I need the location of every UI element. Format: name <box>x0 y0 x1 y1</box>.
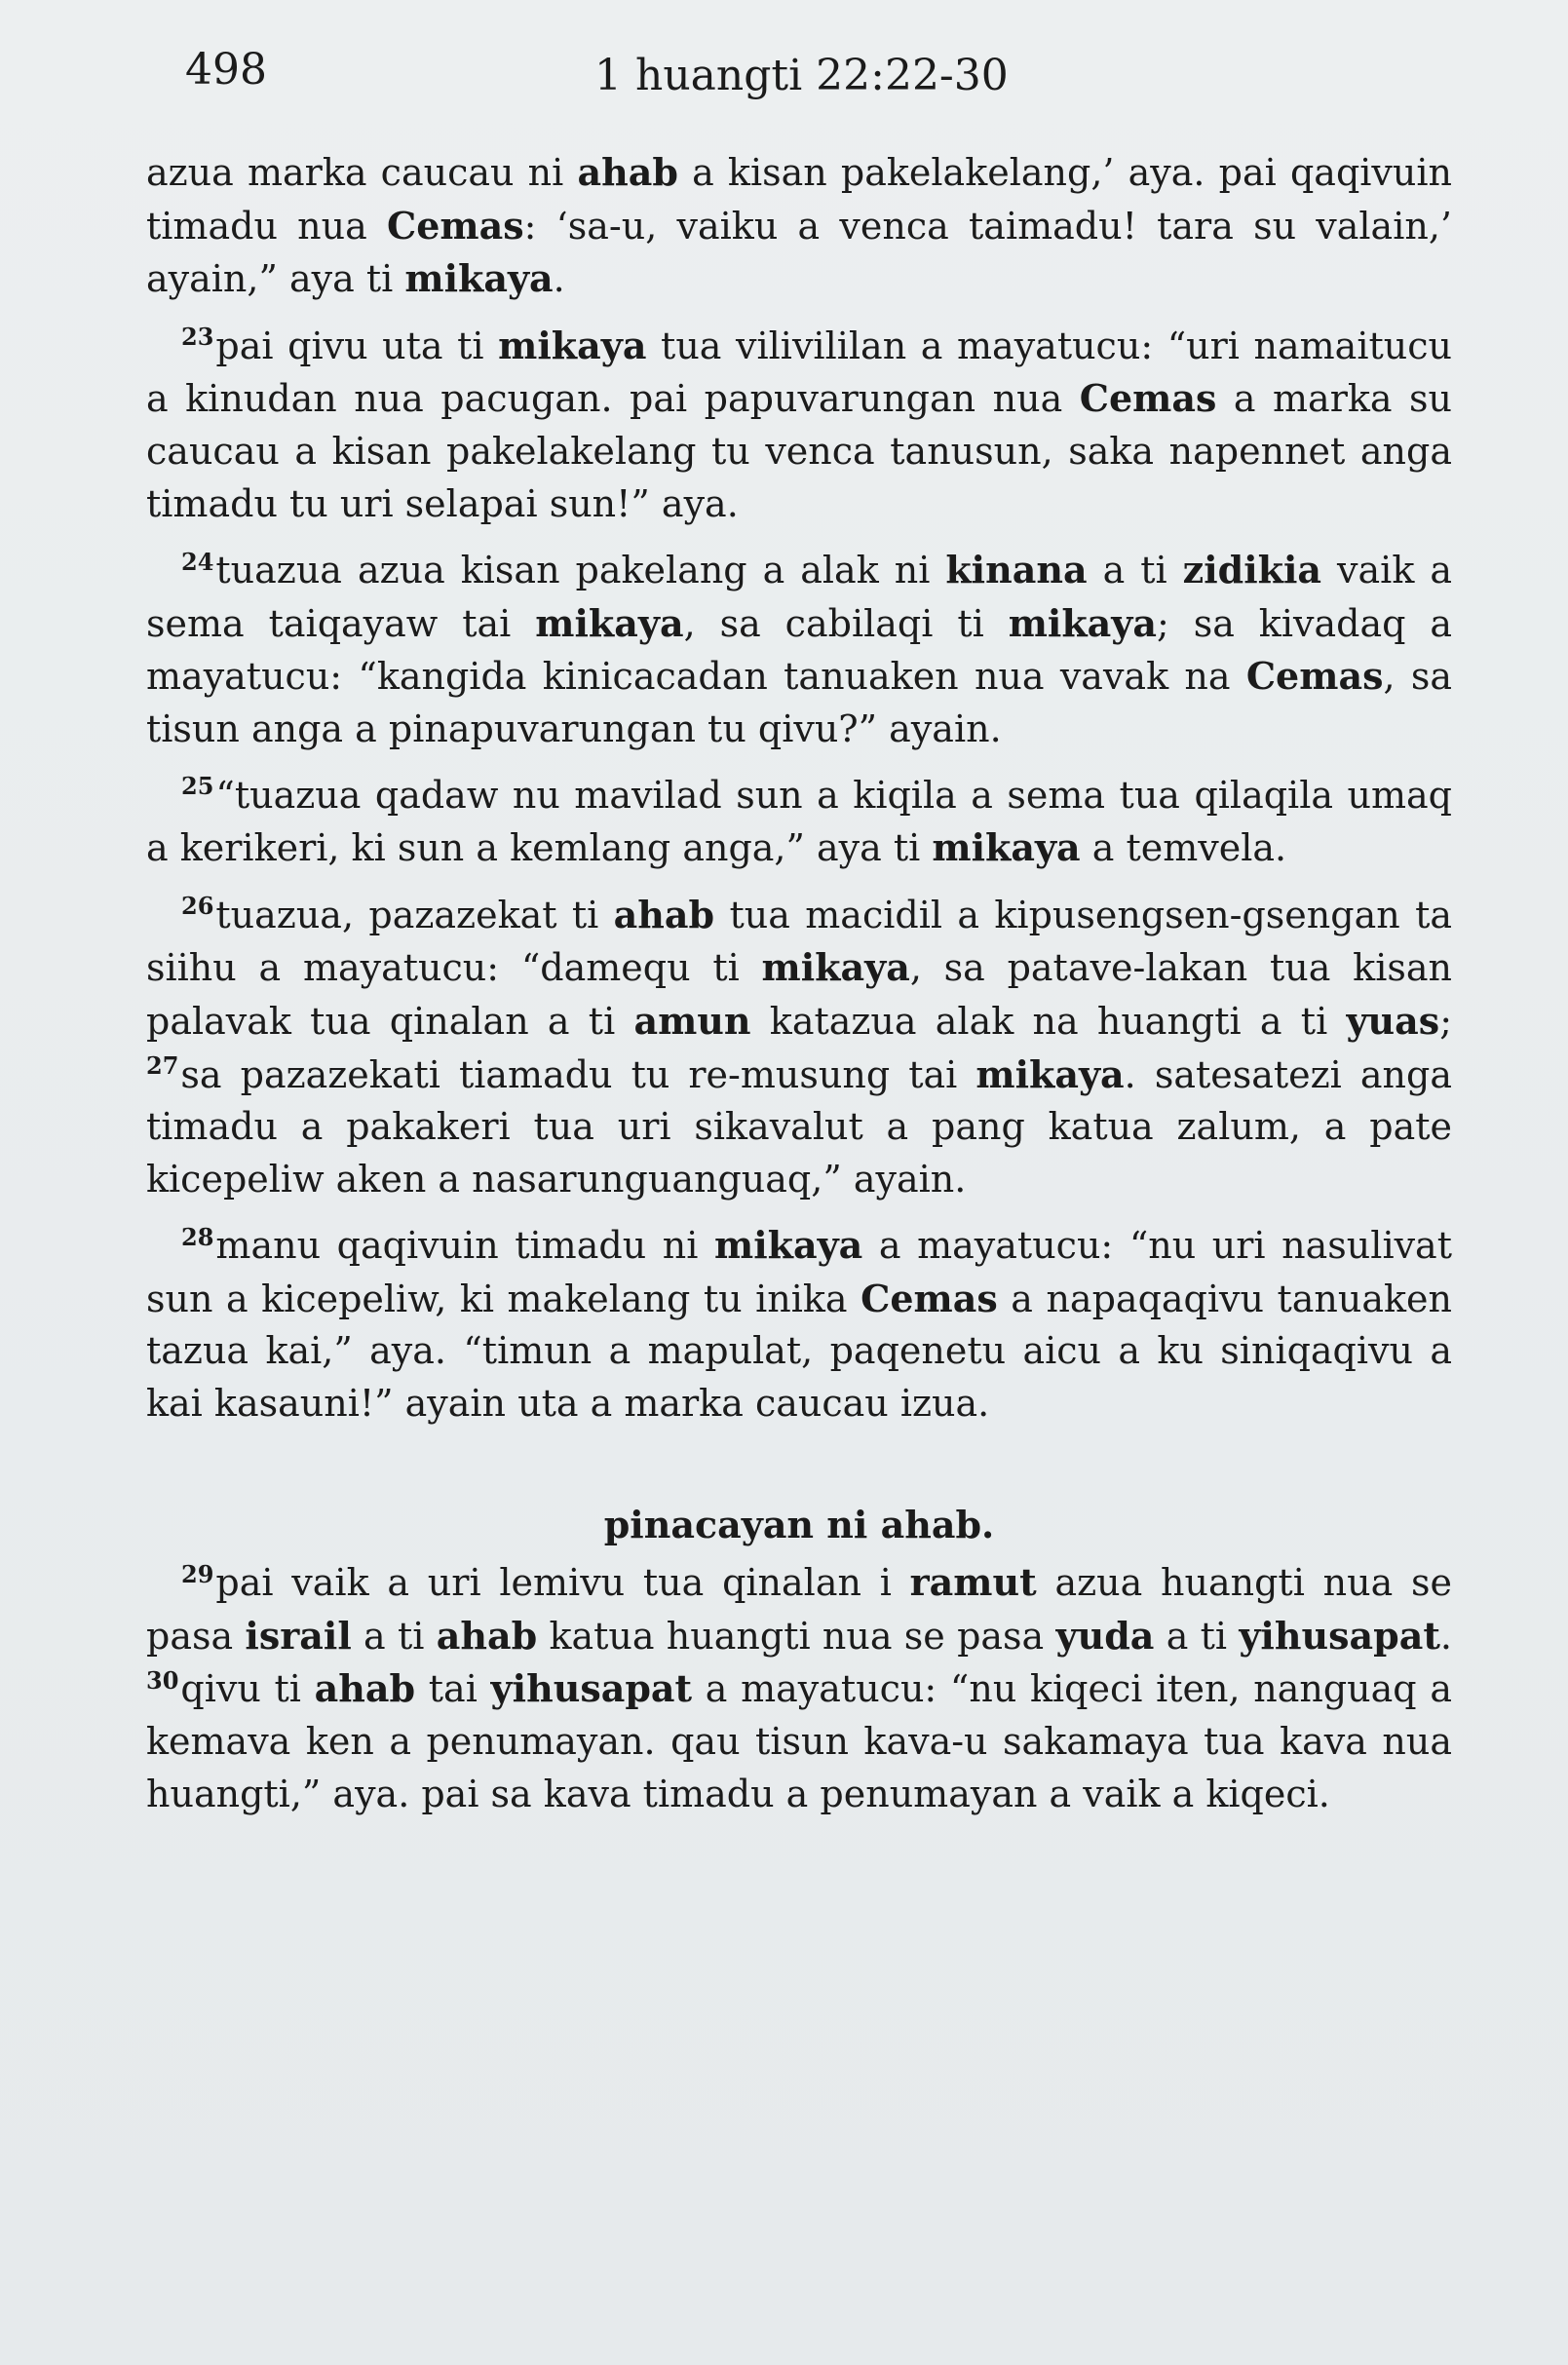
text-run: a mayatucu: “nu kiqeci iten, nanguaq a kemava ken a penumayan. qau tisun kava-u sakamaya tua kava nua huangti,” aya. pai sa kava timadu a penumayan a vaik a kiqeci. <box>146 1667 1452 1815</box>
text-run: tuazua, pazazekat ti <box>215 893 614 936</box>
bold-name: Cemas <box>1245 654 1384 699</box>
bold-name: ahab <box>613 892 715 936</box>
text-run: qivu ti <box>180 1667 315 1711</box>
bold-name: kinana <box>945 548 1088 592</box>
verse-paragraph <box>146 889 1452 1206</box>
running-head: 1 huangti 22:22-30 <box>594 51 1009 100</box>
verse-number: 24 <box>181 547 214 576</box>
chapter-text <box>146 146 1452 1834</box>
verse-paragraph <box>146 320 1452 530</box>
text-run: pai vaik a uri lemivu tua qinalan i <box>215 1561 910 1605</box>
text-run: , sa tisun anga a pinapuvarungan tu qivu?” ayain. <box>146 655 1452 750</box>
text-run: : ‘sa-u, vaiku a venca taimadu! tara su valain,’ ayain,” aya ti <box>146 204 1453 301</box>
text-run: a ti <box>1154 1614 1240 1658</box>
bold-name: mikaya <box>713 1223 863 1268</box>
section-heading: pinacayan ni ahab. <box>603 1502 995 1546</box>
text-run: pai qivu uta ti <box>215 324 499 367</box>
text-run: a kisan pakelakelang,’ aya. pai qaqivuin timadu nua <box>146 151 1452 248</box>
text-run: manu qaqivuin timadu ni <box>215 1224 714 1268</box>
text-run: tuazua azua kisan pakelang a alak ni <box>215 549 946 592</box>
bold-name: yuda <box>1055 1613 1155 1658</box>
text-run: azua marka caucau ni <box>146 151 578 194</box>
text-run: , sa cabilaqi ti <box>683 601 1009 645</box>
verse-paragraph <box>146 146 1452 306</box>
text-run: a ti <box>1087 549 1183 592</box>
text-run: . satesatezi anga timadu a pakakeri tua uri sikavalut a pang katua zalum, a pate kicepeliw aken a nasarunguanguaq,” ayain. <box>146 1052 1452 1201</box>
bold-name: ahab <box>436 1613 538 1658</box>
text-run: vaik a sema taiqayaw tai <box>146 549 1452 645</box>
bold-name: mikaya <box>761 945 910 990</box>
verse-paragraph <box>146 1556 1452 1820</box>
bold-name: mikaya <box>404 256 554 301</box>
text-run: a marka su caucau a kisan pakelakelang tu venca tanusun, saka napennet anga timadu tu uri selapai sun!” aya. <box>146 377 1452 525</box>
bold-name: amun <box>633 998 751 1043</box>
bold-name: ramut <box>909 1560 1037 1605</box>
verse-number: 27 <box>146 1050 179 1080</box>
bold-name: yihusapat <box>490 1666 693 1711</box>
verse-number: 26 <box>181 892 214 921</box>
text-run: tai <box>415 1667 491 1711</box>
verse-number: 30 <box>146 1665 179 1695</box>
text-run: . <box>1439 1614 1452 1658</box>
bold-name: zidikia <box>1182 548 1322 592</box>
text-run: a temvela. <box>1080 826 1287 870</box>
verse-paragraph <box>146 1219 1452 1430</box>
verse-paragraph <box>146 770 1452 875</box>
verse-number: 28 <box>181 1222 214 1251</box>
bold-name: mikaya <box>932 825 1081 870</box>
text-run: “tuazua qadaw nu mavilad sun a kiqila a sema tua qilaqila umaq a kerikeri, ki sun a kemlang anga,” aya ti <box>146 773 1452 870</box>
bold-name: Cemas <box>860 1276 998 1320</box>
text-run: a mayatucu: “nu uri nasulivat sun a kicepeliw, ki makelang tu inika <box>146 1224 1452 1320</box>
verse-number: 23 <box>181 323 214 352</box>
text-run: sa pazazekati tiamadu tu re-musung tai <box>180 1052 976 1096</box>
text-run: a ti <box>351 1614 437 1658</box>
text-run: a napaqaqivu tanuaken tazua kai,” aya. “timun a mapulat, paqenetu aicu a ku siniqaqivu a kai kasauni!” ayain uta a marka caucau izua. <box>146 1277 1453 1426</box>
bold-name: ahab <box>314 1666 416 1711</box>
text-run: tua vilivililan a mayatucu: “uri namaitucu a kinudan nua pacugan. pai papuvarungan nua <box>146 324 1452 421</box>
bold-name: mikaya <box>498 323 647 367</box>
page-header <box>185 45 1452 113</box>
text-run: ; sa kivadaq a mayatucu: “kangida kinicacadan tanuaken nua vavak na <box>146 601 1453 699</box>
text-run: ; <box>1439 999 1453 1043</box>
text-run: katua huangti nua se pasa <box>537 1614 1056 1658</box>
verse-number: 29 <box>181 1559 214 1588</box>
page-number: 498 <box>185 45 267 95</box>
bold-name: mikaya <box>975 1051 1125 1096</box>
verse-number: 25 <box>181 771 214 800</box>
verse-paragraph <box>146 544 1452 755</box>
bold-name: mikaya <box>535 600 684 645</box>
bold-name: yuas <box>1346 998 1440 1043</box>
bold-name: mikaya <box>1008 600 1157 645</box>
bold-name: ahab <box>577 150 678 194</box>
bold-name: Cemas <box>386 203 524 248</box>
text-run: katazua alak na huangti a ti <box>750 999 1347 1043</box>
text-run: . <box>553 257 565 301</box>
bold-name: yihusapat <box>1239 1613 1440 1658</box>
text-run: azua huangti nua se pasa <box>146 1561 1452 1658</box>
text-run: tua macidil a kipusengsen-gsengan ta siihu a mayatucu: “damequ ti <box>146 893 1452 990</box>
bold-name: Cemas <box>1079 376 1217 421</box>
text-run: , sa patave-lakan tua kisan palavak tua qinalan a ti <box>146 946 1452 1043</box>
bold-name: israil <box>245 1613 352 1658</box>
